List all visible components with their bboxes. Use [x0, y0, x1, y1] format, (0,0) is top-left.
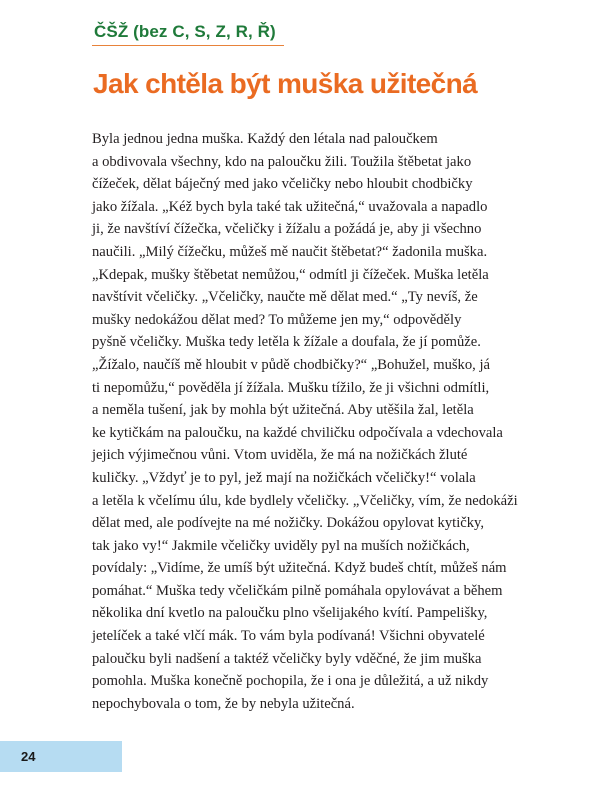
- story-line: několika dní kvetlo na paloučku plno všelijakého kvítí. Pampelišky,: [92, 605, 488, 622]
- story-line: Byla jednou jedna muška. Každý den létala nad paloučkem: [92, 131, 438, 147]
- page-number: 24: [21, 749, 36, 764]
- page-number-tab: [0, 741, 122, 772]
- story-line: ji, že navštíví čížečka, včeličky i žížalu a požádá je, aby ji všechno: [92, 221, 482, 238]
- story-line: navštívit včeličky. „Včeličky, naučte mě dělat med.“ „Ty nevíš, že: [92, 289, 478, 306]
- section-divider: [92, 45, 284, 46]
- story-line: ti nepomůžu,“ pověděla jí žížala. Mušku tížilo, že ji všichni odmítli,: [92, 379, 490, 396]
- story-text: [92, 128, 518, 715]
- story-line: paloučku byli nadšení a taktéž včeličky byly vděčné, že jim muška: [92, 650, 482, 667]
- section-label: ČŠŽ (bez C, S, Z, R, Ř): [94, 22, 276, 41]
- story-line: a letěla k včelímu úlu, kde bydlely včeličky. „Včeličky, vím, že nedokáži: [92, 492, 518, 509]
- story-line: dělat med, ale podívejte na mé nožičky. Dokážou opylovat kytičky,: [92, 515, 485, 532]
- story-line: a obdivovala všechny, kdo na paloučku žili. Toužila štěbetat jako: [92, 153, 472, 170]
- story-line: naučili. „Milý čížečku, můžeš mě naučit štěbetat?“ žadonila muška.: [92, 243, 488, 260]
- story-line: jako žížala. „Kéž bych byla také tak užitečná,“ uvažovala a napadlo: [92, 198, 488, 215]
- story-line: povídaly: „Vidíme, že umíš být užitečná. Když budeš chtít, můžeš nám: [92, 560, 507, 577]
- story-line: „Kdepak, mušky štěbetat nemůžou,“ odmítl ji čížeček. Muška letěla: [92, 266, 489, 283]
- story-line: tak jako vy!“ Jakmile včeličky uviděly pyl na muších nožičkách,: [92, 537, 470, 554]
- story-line: „Žížalo, naučíš mě hloubit v půdě chodbičky?“ „Bohužel, muško, já: [92, 356, 490, 373]
- story-line: pomáhat.“ Muška tedy včeličkám pilně pomáhala opylovávat a během: [92, 582, 503, 599]
- story-line: kuličky. „Vždyť je to pyl, jež mají na nožičkách včeličky!“ volala: [92, 469, 476, 486]
- story-line: jejich výjimečnou vůni. Vtom uviděla, že má na nožičkách žluté: [92, 447, 468, 464]
- story-line: a neměla tušení, jak by mohla být užitečná. Aby utěšila žal, letěla: [92, 402, 474, 419]
- story-title: Jak chtěla být muška užitečná: [93, 68, 478, 99]
- story-line: pyšně včeličky. Muška tedy letěla k žížale a doufala, že jí pomůže.: [92, 334, 481, 351]
- story-line: nepochybovala o tom, že by nebyla užitečná.: [92, 695, 355, 712]
- story-line: jetelíček a také vlčí mák. To vám byla podívaná! Všichni obyvatelé: [92, 628, 485, 645]
- story-line: čížeček, dělat báječný med jako včeličky nebo hloubit chodbičky: [92, 176, 473, 193]
- story-line: pomohla. Muška konečně pochopila, že i ona je důležitá, a už nikdy: [92, 673, 489, 690]
- story-line: mušky nedokážou dělat med? To můžeme jen my,“ odpověděly: [92, 311, 462, 328]
- story-line: ke kytičkám na paloučku, na každé chviličku odpočívala a vdechovala: [92, 424, 503, 441]
